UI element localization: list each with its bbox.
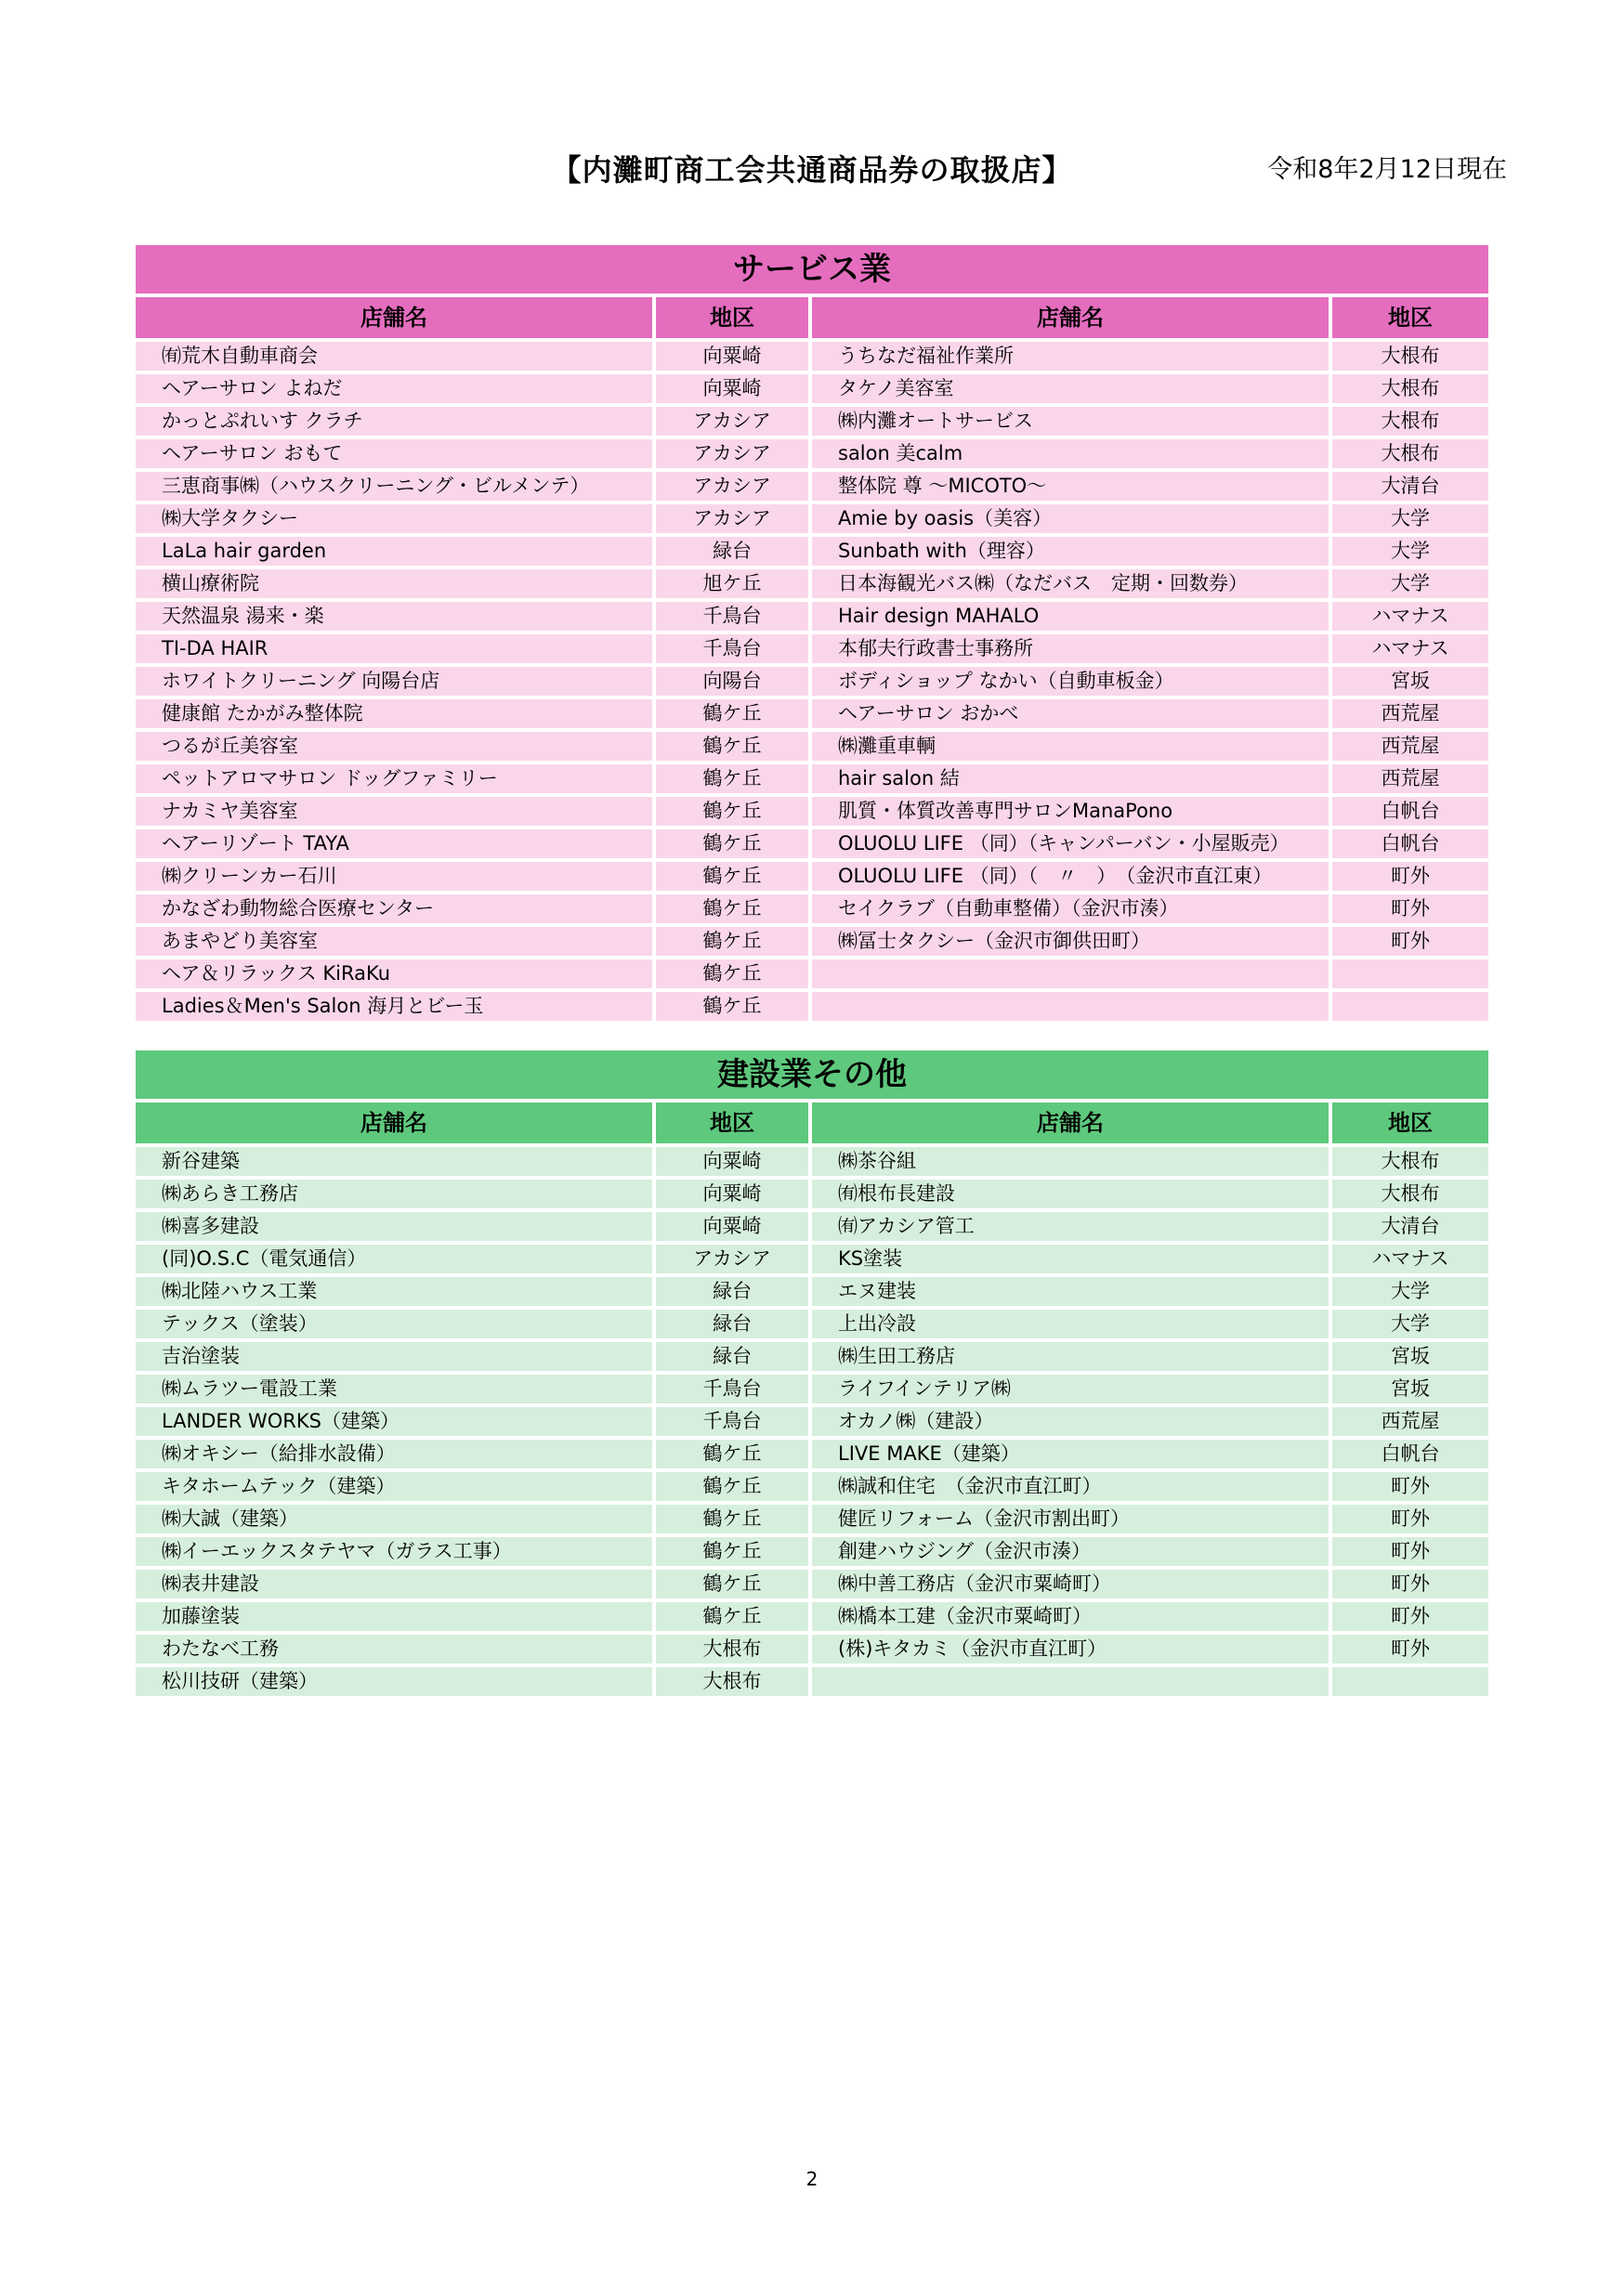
shop-name-cell: 健匠リフォーム（金沢市割出町） [812,1505,1329,1533]
area-cell: 旭ケ丘 [656,569,808,598]
area-cell: アカシア [656,407,808,436]
shop-name-cell: 三恵商事㈱（ハウスクリーニング・ビルメンテ） [136,472,652,501]
shop-name-cell: Amie by oasis（美容） [812,504,1329,533]
table-row [136,1212,1488,1241]
shop-name-cell: ㈱誠和住宅 （金沢市直江町） [812,1472,1329,1501]
table-row [136,407,1488,436]
area-cell: 鶴ケ丘 [656,797,808,826]
shop-name-cell: LANDER WORKS（建築） [136,1407,652,1436]
area-cell: 向粟崎 [656,1212,808,1241]
table-row [136,1407,1488,1436]
table-row [136,472,1488,501]
area-cell: ハマナス [1332,1245,1488,1273]
shop-name-cell: 上出冷設 [812,1310,1329,1338]
table-body [136,342,1488,1021]
area-cell: アカシア [656,504,808,533]
table-row [136,1342,1488,1371]
shop-name-cell: タケノ美容室 [812,374,1329,403]
area-cell: 千鳥台 [656,1375,808,1403]
shop-name-cell: 肌質・体質改善専門サロンManaPono [812,797,1329,826]
table-row [136,504,1488,533]
shop-name-cell: Ladies＆Men's Salon 海月とビー玉 [136,992,652,1021]
shop-name-cell: ペットアロマサロン ドッグファミリー [136,764,652,793]
table-row [136,1537,1488,1566]
shop-name-cell: 横山療術院 [136,569,652,598]
shop-name-cell: KS塗装 [812,1245,1329,1273]
area-cell: 大根布 [1332,407,1488,436]
shop-name-cell: LIVE MAKE（建築） [812,1440,1329,1468]
shop-name-cell: テックス（塗装） [136,1310,652,1338]
area-cell: 町外 [1332,862,1488,891]
shop-name-cell: OLUOLU LIFE （同）（ 〃 ） （金沢市直江東） [812,862,1329,891]
area-cell: 千鳥台 [656,634,808,663]
area-cell: 向粟崎 [656,1147,808,1176]
table-row [136,1505,1488,1533]
area-cell: 千鳥台 [656,1407,808,1436]
area-cell: 緑台 [656,537,808,566]
table-row [136,602,1488,631]
shop-name-cell: ㈱あらき工務店 [136,1180,652,1208]
area-cell: 大学 [1332,1277,1488,1306]
shop-name-cell: ㈱イーエックスタテヤマ（ガラス工事） [136,1537,652,1566]
area-cell: 向粟崎 [656,374,808,403]
shop-name-cell: 吉治塗装 [136,1342,652,1371]
area-cell: 鶴ケ丘 [656,1602,808,1631]
shop-name-cell: ライフインテリア㈱ [812,1375,1329,1403]
area-cell: 大根布 [1332,342,1488,371]
area-cell [1332,992,1488,1021]
shop-name-cell: ㈱喜多建設 [136,1212,652,1241]
area-cell: 大根布 [656,1667,808,1696]
area-cell: 大学 [1332,504,1488,533]
shop-name-cell: 松川技研（建築） [136,1667,652,1696]
column-header-area: 地区 [1332,1102,1488,1143]
area-cell: 鶴ケ丘 [656,829,808,858]
shop-name-cell: ヘアーサロン おかべ [812,699,1329,728]
as-of-date: 令和8年2月12日現在 [1267,155,1507,184]
table-row [136,1375,1488,1403]
shop-name-cell: ㈱大誠（建築） [136,1505,652,1533]
area-cell: 宮坂 [1332,667,1488,696]
column-header-shop-name: 店舗名 [136,297,652,338]
table-row [136,667,1488,696]
table-row [136,634,1488,663]
area-cell: 向陽台 [656,667,808,696]
area-cell: 白帆台 [1332,829,1488,858]
shop-name-cell: Hair design MAHALO [812,602,1329,631]
table-row [136,1180,1488,1208]
service-section [136,245,1488,1024]
construction-section [136,1050,1488,1700]
shop-name-cell: hair salon 結 [812,764,1329,793]
area-cell: ハマナス [1332,602,1488,631]
shop-name-cell: LaLa hair garden [136,537,652,566]
area-cell: 鶴ケ丘 [656,1505,808,1533]
area-cell: 大清台 [1332,1212,1488,1241]
shop-name-cell: かなざわ動物総合医療センター [136,894,652,923]
shop-name-cell: 新谷建築 [136,1147,652,1176]
area-cell: 西荒屋 [1332,732,1488,761]
shop-name-cell: ホワイトクリーニング 向陽台店 [136,667,652,696]
table-row [136,342,1488,371]
shop-name-cell: かっとぷれいす クラチ [136,407,652,436]
table-row [136,764,1488,793]
table-header [136,1102,1488,1143]
area-cell: 宮坂 [1332,1375,1488,1403]
shop-name-cell: 健康館 たかがみ整体院 [136,699,652,728]
column-header-shop-name: 店舗名 [812,297,1329,338]
table-row [136,699,1488,728]
shop-name-cell [812,992,1329,1021]
shop-name-cell: 整体院 尊 ～MICOTO～ [812,472,1329,501]
shop-name-cell: うちなだ福祉作業所 [812,342,1329,371]
shop-name-cell: ナカミヤ美容室 [136,797,652,826]
shop-name-cell: つるが丘美容室 [136,732,652,761]
shop-name-cell: ㈱冨士タクシー（金沢市御供田町） [812,927,1329,956]
shop-name-cell: ㈱生田工務店 [812,1342,1329,1371]
column-header-shop-name: 店舗名 [812,1102,1329,1143]
table-row [136,1635,1488,1663]
shop-name-cell: ㈱大学タクシー [136,504,652,533]
area-cell: 町外 [1332,1635,1488,1663]
area-cell: 大根布 [1332,374,1488,403]
area-cell: 大根布 [1332,1180,1488,1208]
shop-name-cell: わたなべ工務 [136,1635,652,1663]
area-cell: 町外 [1332,1505,1488,1533]
table-row [136,537,1488,566]
table-row [136,959,1488,988]
area-cell: 千鳥台 [656,602,808,631]
table-row [136,1245,1488,1273]
table-row [136,1147,1488,1176]
shop-name-cell: ㈱内灘オートサービス [812,407,1329,436]
table-row [136,1570,1488,1598]
area-cell: アカシア [656,439,808,468]
shop-name-cell: 加藤塗装 [136,1602,652,1631]
column-header-shop-name: 店舗名 [136,1102,652,1143]
area-cell: 大学 [1332,1310,1488,1338]
area-cell: 鶴ケ丘 [656,1440,808,1468]
shop-name-cell: あまやどり美容室 [136,927,652,956]
table-row [136,894,1488,923]
shop-name-cell: 創建ハウジング（金沢市湊） [812,1537,1329,1566]
shop-name-cell: ㈱クリーンカー石川 [136,862,652,891]
shop-name-cell: オカノ㈱（建設） [812,1407,1329,1436]
area-cell: 緑台 [656,1277,808,1306]
shop-name-cell: ヘア＆リラックス KiRaKu [136,959,652,988]
shop-name-cell: ㈲アカシア管工 [812,1212,1329,1241]
shop-name-cell: ヘアーリゾート TAYA [136,829,652,858]
area-cell: 向粟崎 [656,1180,808,1208]
table-row [136,1472,1488,1501]
shop-name-cell: ㈲根布長建設 [812,1180,1329,1208]
area-cell: 町外 [1332,1602,1488,1631]
section-title: 建設業その他 [136,1050,1488,1099]
shop-name-cell: ㈱灘重車輌 [812,732,1329,761]
column-header-area: 地区 [1332,297,1488,338]
shop-name-cell: ㈱北陸ハウス工業 [136,1277,652,1306]
table-row [136,829,1488,858]
area-cell: 鶴ケ丘 [656,862,808,891]
area-cell: 鶴ケ丘 [656,1537,808,1566]
table-row [136,992,1488,1021]
table-row [136,797,1488,826]
area-cell: 大学 [1332,537,1488,566]
document-title: 【内灘町商工会共通商品券の取扱店】 [551,152,1073,188]
table-header [136,297,1488,338]
area-cell: 鶴ケ丘 [656,1472,808,1501]
area-cell: 鶴ケ丘 [656,732,808,761]
area-cell: 西荒屋 [1332,699,1488,728]
area-cell: 白帆台 [1332,1440,1488,1468]
shop-name-cell: ㈱オキシー（給排水設備） [136,1440,652,1468]
table-row [136,1667,1488,1696]
shop-name-cell: ヘアーサロン よねだ [136,374,652,403]
table-row [136,732,1488,761]
area-cell: 大学 [1332,569,1488,598]
area-cell: 町外 [1332,927,1488,956]
table-row [136,569,1488,598]
area-cell: 町外 [1332,894,1488,923]
area-cell: 鶴ケ丘 [656,764,808,793]
area-cell [1332,1667,1488,1696]
area-cell: 大清台 [1332,472,1488,501]
area-cell: 鶴ケ丘 [656,894,808,923]
shop-name-cell: OLUOLU LIFE （同）（キャンパーバン・小屋販売） [812,829,1329,858]
area-cell: 大根布 [1332,1147,1488,1176]
page-number: 2 [805,2168,819,2190]
shop-name-cell: ㈱茶谷組 [812,1147,1329,1176]
shop-name-cell: 天然温泉 湯来・楽 [136,602,652,631]
shop-name-cell: ㈲荒木自動車商会 [136,342,652,371]
area-cell: 宮坂 [1332,1342,1488,1371]
area-cell: 西荒屋 [1332,764,1488,793]
table-row [136,1277,1488,1306]
area-cell: 鶴ケ丘 [656,992,808,1021]
shop-name-cell: salon 美calm [812,439,1329,468]
column-header-area: 地区 [656,297,808,338]
area-cell: 緑台 [656,1342,808,1371]
area-cell: 向粟崎 [656,342,808,371]
shop-name-cell: 本郁夫行政書士事務所 [812,634,1329,663]
shop-name-cell: ㈱橋本工建（金沢市粟崎町） [812,1602,1329,1631]
section-title: サービス業 [136,245,1488,294]
area-cell: 町外 [1332,1537,1488,1566]
area-cell: 大根布 [1332,439,1488,468]
shop-name-cell [812,959,1329,988]
table-row [136,374,1488,403]
area-cell: ハマナス [1332,634,1488,663]
area-cell: 鶴ケ丘 [656,699,808,728]
area-cell: アカシア [656,1245,808,1273]
table-row [136,1310,1488,1338]
shop-name-cell: ㈱ムラツー電設工業 [136,1375,652,1403]
shop-name-cell: ボディショップ なかい（自動車板金） [812,667,1329,696]
area-cell: 鶴ケ丘 [656,1570,808,1598]
shop-name-cell [812,1667,1329,1696]
shop-name-cell: エヌ建装 [812,1277,1329,1306]
shop-name-cell: 日本海観光バス㈱（なだバス 定期・回数券） [812,569,1329,598]
shop-name-cell: (同)O.S.C（電気通信） [136,1245,652,1273]
column-header-area: 地区 [656,1102,808,1143]
shop-name-cell: ㈱表井建設 [136,1570,652,1598]
shop-name-cell: Sunbath with（理容） [812,537,1329,566]
area-cell: 西荒屋 [1332,1407,1488,1436]
shop-name-cell: TI-DA HAIR [136,634,652,663]
area-cell: アカシア [656,472,808,501]
area-cell: 鶴ケ丘 [656,927,808,956]
table-row [136,1602,1488,1631]
area-cell: 鶴ケ丘 [656,959,808,988]
table-row [136,862,1488,891]
shop-name-cell: (株)キタカミ（金沢市直江町） [812,1635,1329,1663]
shop-name-cell: ㈱中善工務店（金沢市粟崎町） [812,1570,1329,1598]
shop-name-cell: ヘアーサロン おもて [136,439,652,468]
area-cell: 町外 [1332,1472,1488,1501]
area-cell: 町外 [1332,1570,1488,1598]
table-row [136,1440,1488,1468]
area-cell [1332,959,1488,988]
table-body [136,1147,1488,1696]
table-row [136,927,1488,956]
shop-name-cell: キタホームテック（建築） [136,1472,652,1501]
table-row [136,439,1488,468]
area-cell: 大根布 [656,1635,808,1663]
shop-name-cell: セイクラブ（自動車整備）（金沢市湊） [812,894,1329,923]
area-cell: 白帆台 [1332,797,1488,826]
area-cell: 緑台 [656,1310,808,1338]
